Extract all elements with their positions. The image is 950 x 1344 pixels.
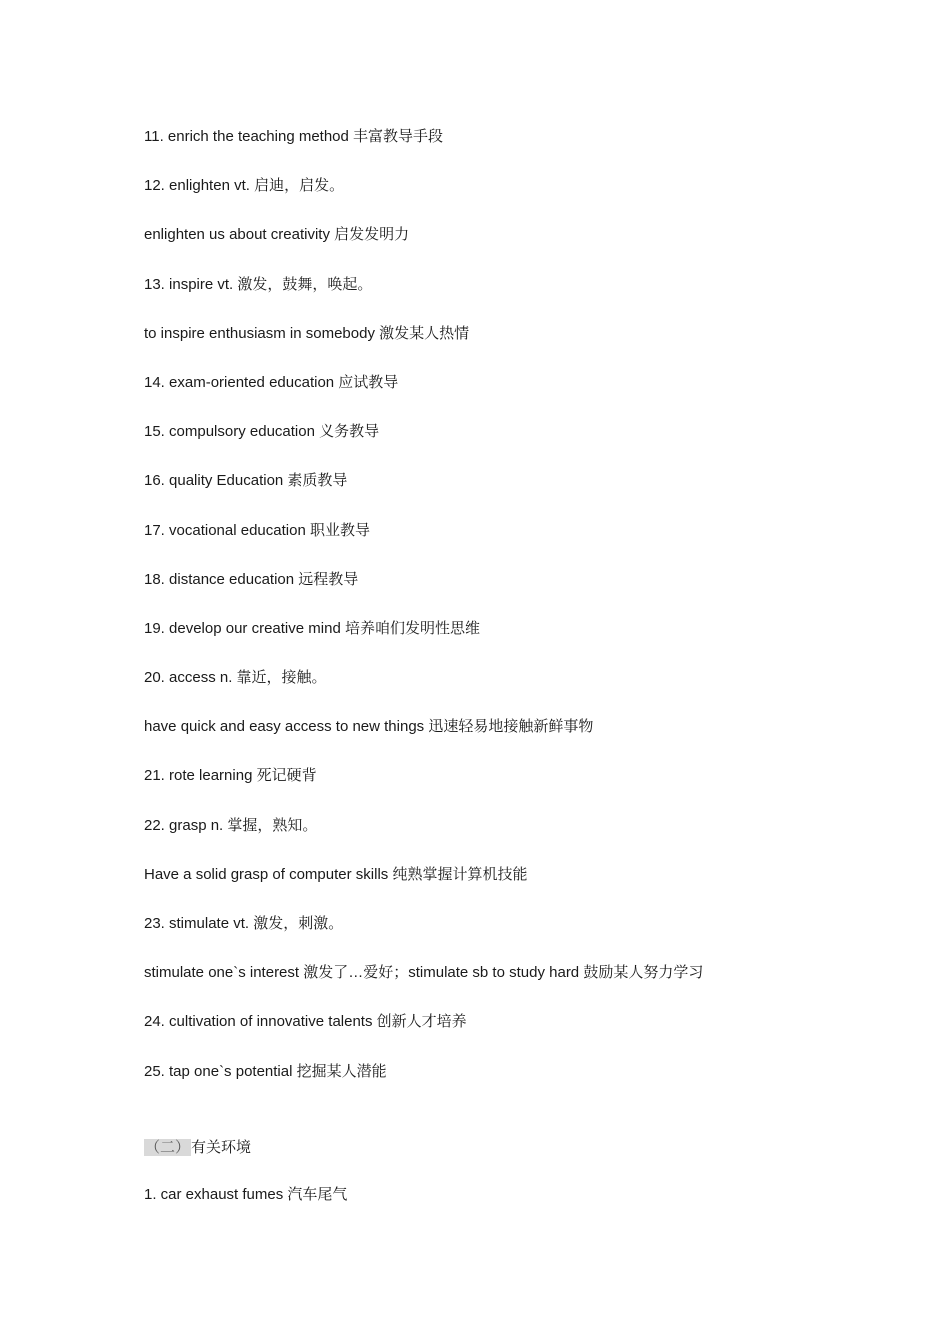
vocab-line-21: 21. rote learning 死记硬背 — [144, 767, 317, 785]
vocab-example-12: enlighten us about creativity 启发发明力 — [144, 226, 410, 244]
vocab-line-24: 24. cultivation of innovative talents 创新人才培养 — [144, 1013, 467, 1031]
section-title: 有关环境 — [191, 1138, 252, 1156]
vocab-line-25: 25. tap one`s potential 挖掘某人潜能 — [144, 1062, 387, 1080]
vocab-line-16: 16. quality Education 素质教导 — [144, 472, 348, 490]
vocab-line-23: 23. stimulate vt. 激发，刺激。 — [144, 915, 344, 932]
vocab-line-14: 14. exam-oriented education 应试教导 — [144, 373, 399, 391]
document-page — [144, 127, 844, 1234]
vocab-line-20: 20. access n. 靠近，接触。 — [144, 669, 327, 687]
env-vocab-line-1: 1. car exhaust fumes 汽车尾气 — [144, 1185, 348, 1203]
section-number: （二） — [145, 1138, 191, 1156]
vocab-line-19: 19. develop our creative mind 培养咱们发明性思维 — [144, 619, 480, 637]
vocab-line-12: 12. enlighten vt. 启迪，启发。 — [144, 177, 345, 195]
vocab-line-13: 13. inspire vt. 激发，鼓舞，唤起。 — [144, 275, 373, 293]
vocab-example-23: stimulate one`s interest 激发了…爱好；stimulate sb to study hard 鼓励某人努力学习 — [144, 964, 704, 982]
vocab-example-13: to inspire enthusiasm in somebody 激发某人热情 — [144, 324, 470, 342]
vocab-line-18: 18. distance education 远程教导 — [144, 570, 359, 588]
vocab-example-20: have quick and easy access to new things 迅速轻易地接触新鲜事物 — [144, 718, 594, 736]
vocab-line-11: 11. enrich the teaching method 丰富教导手段 — [144, 128, 444, 145]
vocab-line-17: 17. vocational education 职业教导 — [144, 521, 370, 539]
section-heading — [144, 1138, 844, 1158]
vocab-line-22: 22. grasp n. 掌握，熟知。 — [144, 816, 318, 834]
vocab-line-15: 15. compulsory education 义务教导 — [144, 423, 380, 441]
vocab-example-22: Have a solid grasp of computer skills 纯熟掌握计算机技能 — [144, 865, 528, 883]
section-spacer — [144, 1111, 844, 1138]
